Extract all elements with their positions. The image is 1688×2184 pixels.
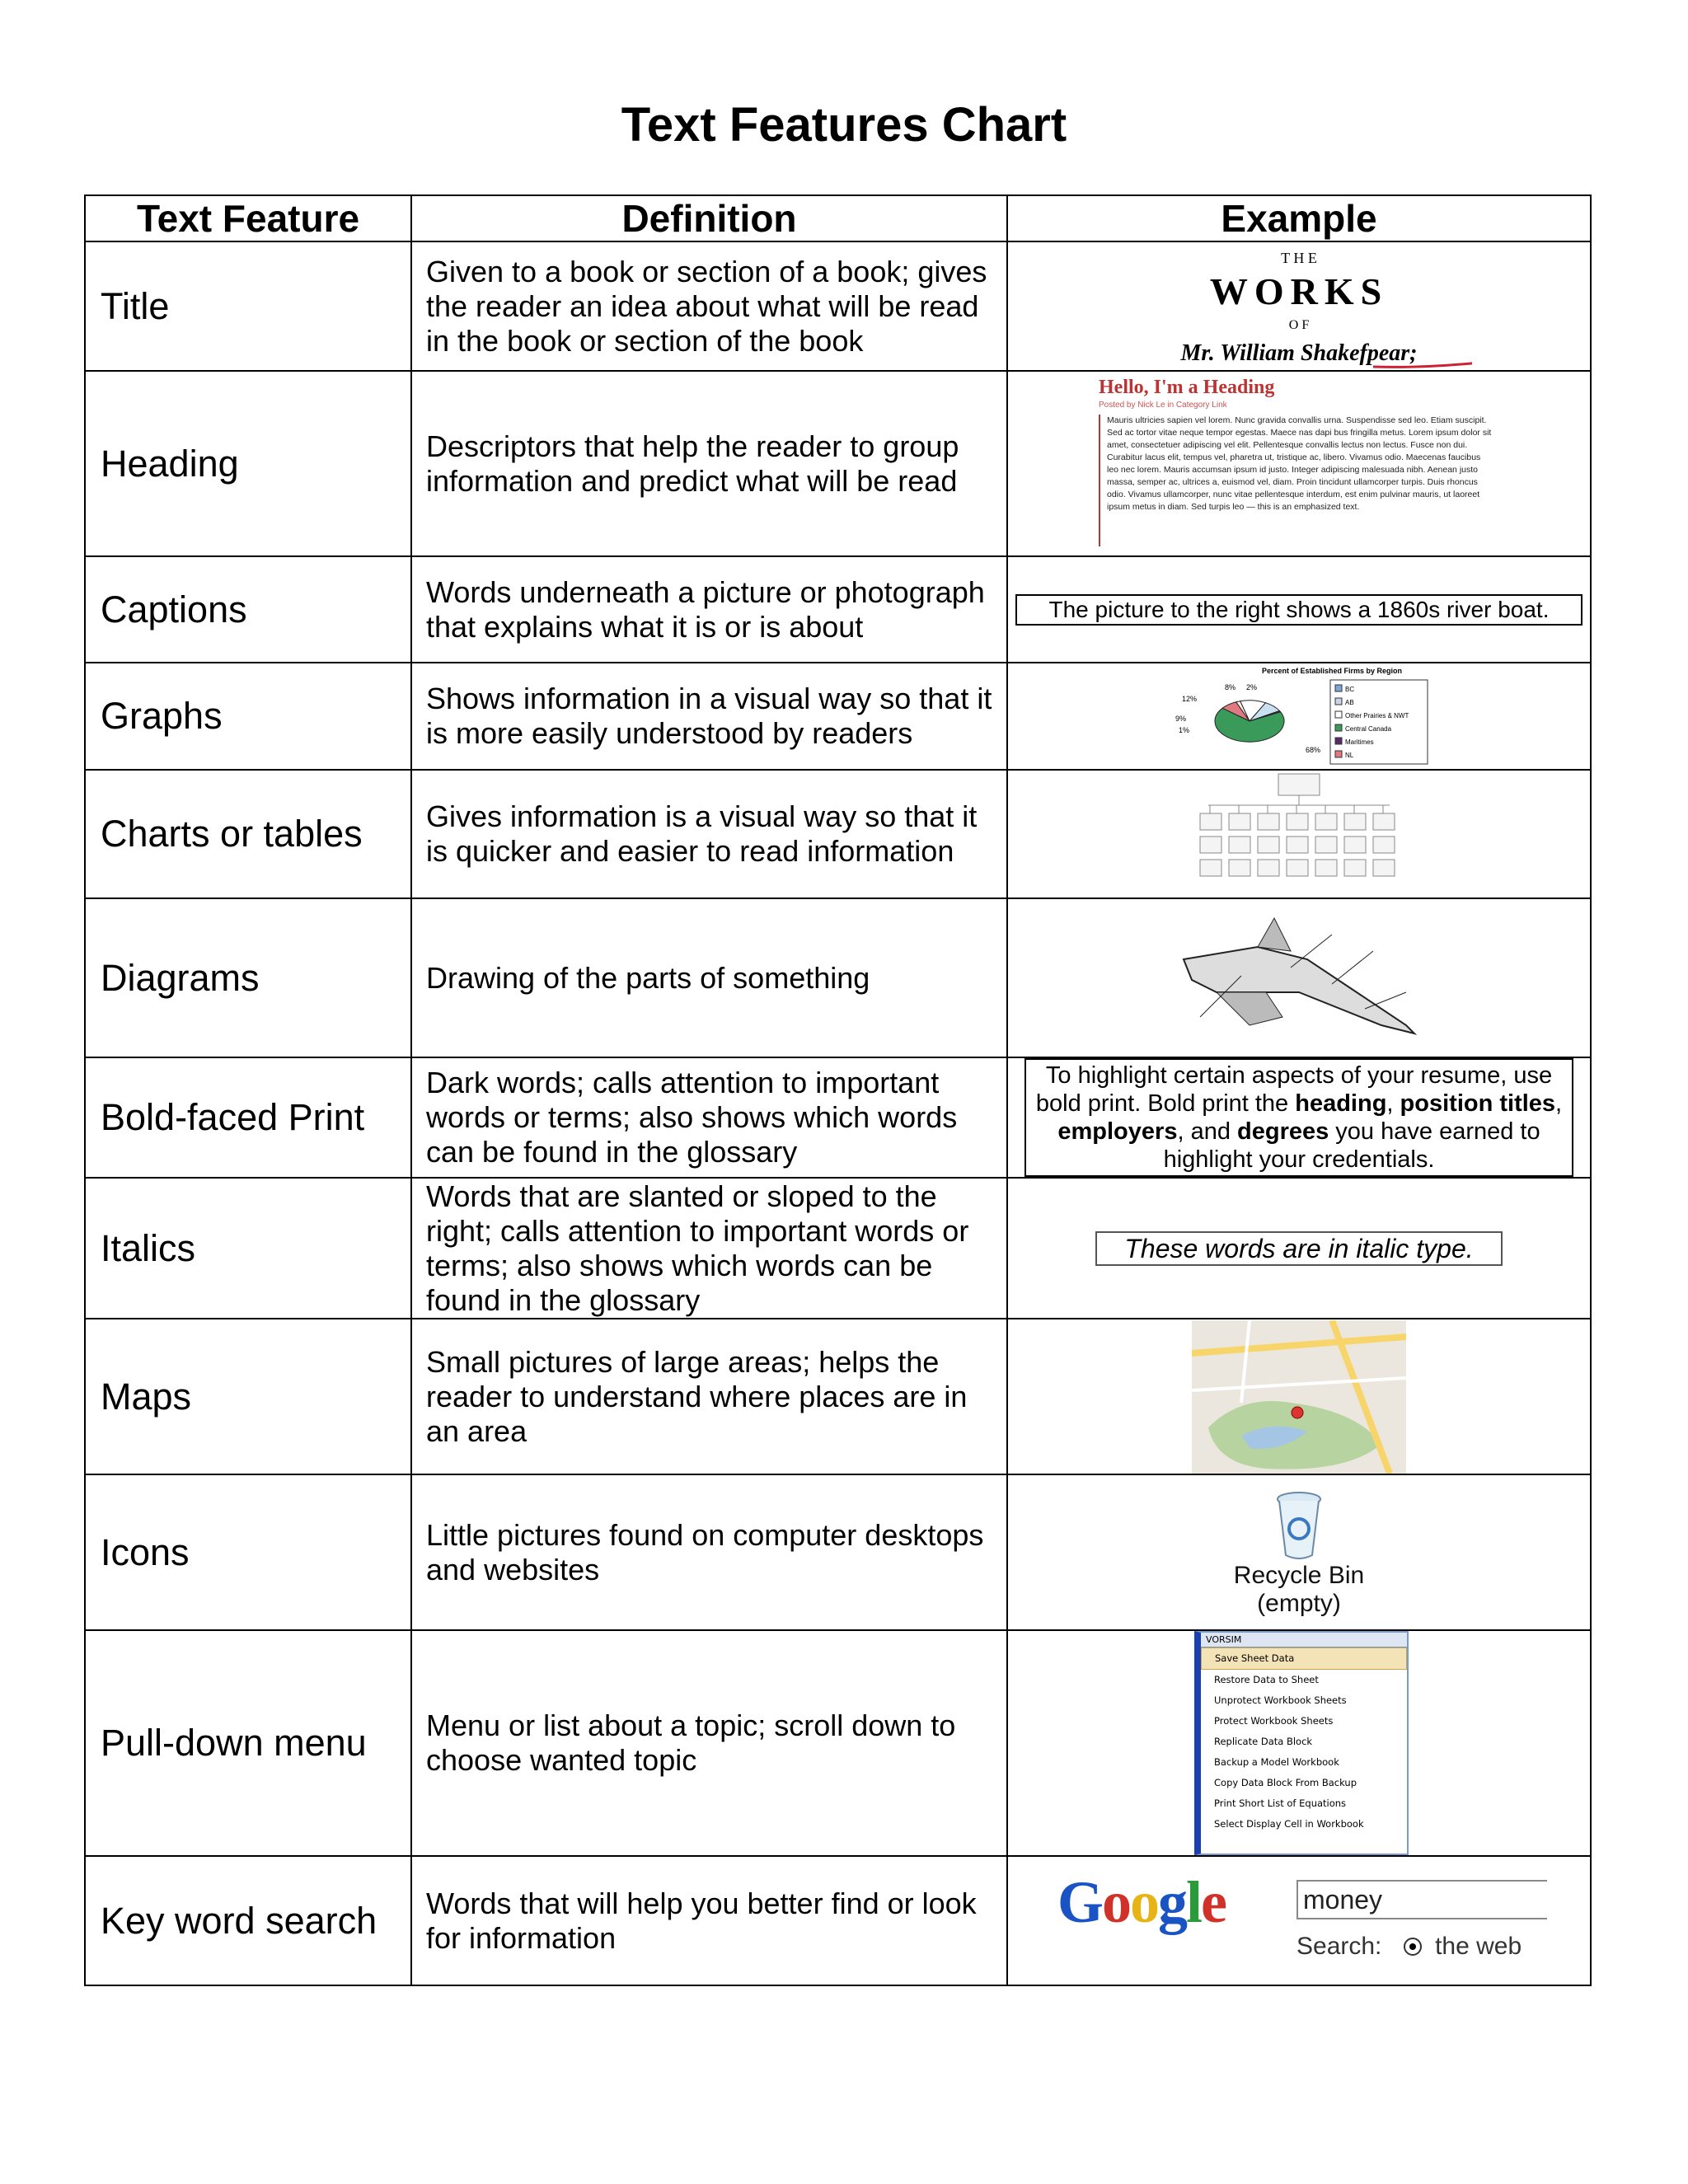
example-cell [1007,371,1591,556]
legend-label: NL [1345,752,1354,759]
search-input[interactable]: money [1296,1880,1547,1919]
feature-definition: Words that are slanted or sloped to the right; calls attention to important words or terms; also shows which words can be found in the glossary [411,1178,1007,1319]
legend-swatch [1335,751,1342,757]
org-box [1315,813,1337,830]
menu-item[interactable]: Restore Data to Sheet [1214,1674,1319,1685]
feature-definition: Shows information in a visual way so that it is more easily understood by readers [411,663,1007,770]
pie-title: Percent of Established Firms by Region [1261,667,1403,675]
org-box [1344,837,1366,853]
bold-print-sample [1025,1058,1573,1177]
table-row [85,241,1591,371]
aircraft-tail [1258,918,1291,951]
feature-name: Graphs [85,663,411,770]
italic-sample: These words are in italic type. [1095,1231,1503,1266]
pie-label: 8% [1225,683,1236,691]
table-row [85,770,1591,898]
bold-text: , and [1177,1118,1238,1145]
google-logo-letter: G [1057,1869,1103,1935]
org-box [1258,813,1279,830]
radio-dot-icon [1409,1943,1416,1950]
bold-text: , [1555,1090,1563,1117]
org-box [1258,860,1279,876]
feature-definition: Words underneath a picture or photograph that explains what it is or is about [411,556,1007,663]
feature-name: Bold-faced Print [85,1057,411,1178]
example-cell [1007,1856,1591,1985]
org-box [1229,813,1250,830]
bold-word: degrees [1237,1118,1329,1145]
table-row [85,898,1591,1057]
example-cell [1007,663,1591,770]
org-box [1287,860,1308,876]
legend-swatch [1335,724,1342,731]
org-box [1373,837,1395,853]
menu-item[interactable]: Print Short List of Equations [1214,1797,1347,1809]
aircraft-body [1184,947,1414,1033]
feature-name: Key word search [85,1856,411,1985]
legend-label: BC [1345,686,1355,693]
legend-swatch [1335,738,1342,744]
pie-chart-image [1167,665,1431,767]
radio-button-selected[interactable] [1404,1938,1422,1956]
feature-definition: Given to a book or section of a book; gives the reader an idea about what will be read in the book or section of the book [411,241,1007,371]
book-title-the: T H E [1281,249,1317,266]
feature-name: Captions [85,556,411,663]
table-row [85,556,1591,663]
sample-body-text: Mauris ultricies sapien vel lorem. Nunc gravida convallis urna. Suspendisse sed leo. Etiam suscipit. Sed ac tortor vitae neque tempor egestas. Maece nas dapi bus fringilla metus. Lorem ipsum dolor sit amet, consectetuer adipiscing vel elit. Pellentesque convallis lectus non lectus. Fusce non dui. Curabitur lacus elit, tempus vel, pharetra ut, tristique ac, libero. Vivamus odio. Maecenas faucibus leo nec lorem. Mauris accumsan ipsum id justo. Integer adipiscing malesuada nibh. Aenean justo massa, semper ac, ultrices a, euismod vel, diam. Proin tincidunt ullamcorper turpis. Duis rhoncus odio. Vivamus ullamcorper, nunc vitae pellentesque interdum, est enim pulvinar mauris, ut laoreet ipsum metus in diam. Sed turpis leo — this is an emphasized text. [1099,415,1494,546]
pie-label: 2% [1246,683,1258,691]
feature-definition: Dark words; calls attention to important words or terms; also shows which words can be found in the glossary [411,1057,1007,1178]
org-box [1229,860,1250,876]
sample-heading: Hello, I'm a Heading [1099,377,1275,398]
example-cell [1007,898,1591,1057]
aircraft-diagram-image [1167,902,1431,1055]
legend-label: Central Canada [1345,725,1392,733]
header-example: Example [1007,195,1591,241]
menu-title: VORSIM [1201,1633,1407,1647]
diagram-leader-line [1365,992,1406,1009]
google-logo-letter: l [1186,1869,1202,1935]
pie-label: 12% [1182,695,1198,703]
table-row [85,371,1591,556]
example-cell [1007,1319,1591,1474]
book-title-works: WORKS [1209,269,1389,312]
map-image [1192,1320,1406,1474]
table-row [85,1319,1591,1474]
org-box [1200,813,1221,830]
feature-name: Pull-down menu [85,1630,411,1856]
menu-item[interactable]: Unprotect Workbook Sheets [1214,1694,1347,1706]
table-row [85,1178,1591,1319]
example-cell [1007,556,1591,663]
pie-slices [1215,701,1284,742]
google-logo [1057,1868,1226,1937]
feature-name: Charts or tables [85,770,411,898]
feature-name: Title [85,241,411,371]
table-row [85,1856,1591,1985]
book-title-author: Mr. William Shakefpear; [1180,340,1418,366]
text-features-table [84,194,1592,1986]
table-row [85,663,1591,770]
org-root-box [1278,774,1320,795]
book-title-of: O F [1288,317,1310,332]
document-title: Text Features Chart [621,98,1067,152]
legend-swatch [1335,698,1342,705]
bold-text: , [1386,1090,1400,1117]
bold-text: To highlight certain aspects of your resume, use bold print. Bold print the [1035,1062,1553,1117]
legend-label: Maritimes [1345,738,1374,746]
recycle-bin-sublabel: (empty) [1257,1589,1341,1617]
feature-name: Diagrams [85,898,411,1057]
feature-name: Maps [85,1319,411,1474]
diagram-leader-line [1332,951,1373,984]
bold-word: heading [1295,1090,1387,1117]
bin-body [1279,1501,1319,1558]
org-box [1315,837,1337,853]
feature-definition: Drawing of the parts of something [411,898,1007,1057]
table-header-row [85,195,1591,241]
org-box [1200,837,1221,853]
heading-sample [1099,377,1494,546]
header-text-feature: Text Feature [85,195,411,241]
book-title-page-image [1126,245,1472,368]
legend-label: Other Prairies & NWT [1345,712,1409,719]
menu-item[interactable]: Copy Data Block From Backup [1214,1777,1357,1788]
google-logo-letter: o [1130,1869,1159,1935]
recycle-bin-label: Recycle Bin [1233,1561,1365,1589]
recycle-bin-icon [1266,1488,1332,1562]
example-cell [1007,1178,1591,1319]
feature-definition: Small pictures of large areas; helps the reader to understand where places are in an area [411,1319,1007,1474]
org-box [1287,837,1308,853]
pie-label: 1% [1179,726,1190,734]
caption-sample: The picture to the right shows a 1860s river boat. [1015,594,1582,626]
feature-definition: Little pictures found on computer desktops and websites [411,1474,1007,1630]
feature-definition: Gives information is a visual way so that it is quicker and easier to read information [411,770,1007,898]
feature-name: Icons [85,1474,411,1630]
org-box [1200,860,1221,876]
org-child-boxes [1200,805,1395,876]
search-label: Search: [1296,1933,1382,1960]
legend-label: AB [1345,699,1354,706]
org-box [1344,860,1366,876]
menu-item[interactable]: Protect Workbook Sheets [1214,1715,1334,1727]
menu-items [1201,1647,1407,1835]
feature-definition: Menu or list about a topic; scroll down to choose wanted topic [411,1630,1007,1856]
example-cell [1007,1057,1591,1178]
menu-item[interactable]: Backup a Model Workbook [1214,1756,1339,1768]
example-cell [1007,1630,1591,1856]
example-cell [1007,1474,1591,1630]
map-pin-icon [1292,1407,1303,1418]
example-cell [1007,241,1591,371]
legend-swatch [1335,685,1342,691]
org-box [1373,813,1395,830]
org-box [1315,860,1337,876]
org-chart-image [1192,772,1406,896]
feature-definition: Descriptors that help the reader to group information and predict what will be read [411,371,1007,556]
sample-byline: Posted by Nick Le in Category Link [1099,401,1227,410]
legend-swatch [1335,711,1342,718]
table-row [85,1057,1591,1178]
org-box [1258,837,1279,853]
table-row [85,1630,1591,1856]
pulldown-menu-sample [1194,1631,1409,1855]
pie-label: 68% [1306,746,1321,754]
org-box [1344,813,1366,830]
menu-item[interactable]: Save Sheet Data [1201,1647,1407,1670]
feature-name: Heading [85,371,411,556]
bold-word: position titles [1400,1090,1556,1117]
aircraft-wing [1217,992,1282,1025]
feature-definition: Words that will help you better find or look for information [411,1856,1007,1985]
pie-label: 9% [1175,715,1187,723]
org-box [1287,813,1308,830]
google-logo-letter: g [1158,1869,1187,1935]
feature-name: Italics [85,1178,411,1319]
org-box [1229,837,1250,853]
search-option-label: the web [1435,1933,1522,1960]
bold-word: employers [1057,1118,1178,1145]
menu-item[interactable]: Select Display Cell in Workbook [1214,1818,1364,1830]
bold-text: you have earned to highlight your credentials. [1163,1118,1540,1173]
org-box [1373,860,1395,876]
example-cell [1007,770,1591,898]
search-options [1296,1933,1522,1961]
google-logo-letter: o [1102,1869,1131,1935]
menu-item[interactable]: Replicate Data Block [1214,1736,1313,1747]
header-definition: Definition [411,195,1007,241]
table-row [85,1474,1591,1630]
google-logo-letter: e [1201,1869,1226,1935]
